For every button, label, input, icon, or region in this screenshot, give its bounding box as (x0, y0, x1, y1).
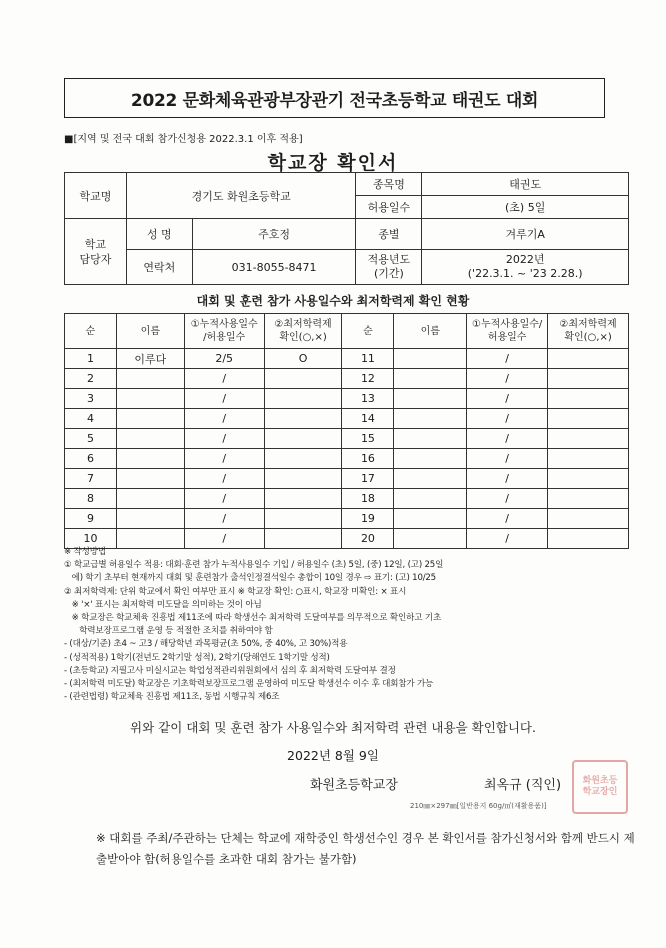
row-number: 3 (65, 389, 117, 409)
row-number: 2 (65, 369, 117, 389)
principal-name: 최옥규 (직인) (484, 778, 562, 793)
row-number: 12 (342, 369, 394, 389)
name-label: 성 명 (126, 219, 192, 250)
table-row (65, 349, 629, 369)
days-used: / (467, 489, 548, 509)
row-number: 6 (65, 449, 117, 469)
min-academic-check: O (264, 349, 342, 369)
days-used: / (467, 429, 548, 449)
days-used: 2/5 (184, 349, 264, 369)
table-row (65, 489, 629, 509)
table-row (65, 409, 629, 429)
min-academic-check (264, 369, 342, 389)
min-academic-check (264, 449, 342, 469)
days-used: / (467, 409, 548, 429)
student-name (116, 469, 184, 489)
days-used: / (467, 389, 548, 409)
student-name (394, 349, 467, 369)
instructions (64, 546, 634, 704)
column-header: ①누적사용일수 /허용일수 (184, 314, 264, 349)
school-label: 학교명 (65, 173, 127, 219)
days-used: / (184, 469, 264, 489)
instruction-line: 학력보장프로그램 운영 등 적절한 조치를 취하여야 함 (64, 626, 273, 637)
table-title: 대회 및 훈련 참가 사용일수와 최저학력제 확인 현황 (196, 294, 470, 308)
row-number: 14 (342, 409, 394, 429)
student-name (116, 449, 184, 469)
student-name (394, 469, 467, 489)
min-academic-check (548, 449, 629, 469)
student-name (394, 409, 467, 429)
confirmation-statement: 위와 같이 대회 및 훈련 참가 사용일수와 최저학력 관련 내용을 확인합니다. (130, 720, 536, 735)
min-academic-check (548, 409, 629, 429)
participation-table (64, 313, 629, 549)
min-academic-check (548, 509, 629, 529)
contact-label: 연락처 (126, 250, 192, 285)
official-seal (572, 760, 628, 814)
table-row (65, 509, 629, 529)
min-academic-check (264, 389, 342, 409)
days-used: / (467, 509, 548, 529)
applicability-note: ■[지역 및 전국 대회 참가신청용 2022.3.1 이후 적용] (64, 134, 303, 145)
student-name (116, 429, 184, 449)
student-name (394, 489, 467, 509)
instruction-line: ② 최저학력제: 단위 학교에서 확인 여부만 표시 ※ 학교장 확인: ○표시, 학교장 미확인: × 표시 (64, 586, 407, 597)
instruction-line: - (대상/기준) 초4 ~ 고3 / 해당학년 과목평균(초 50%, 중 40%, 고 30%)적용 (64, 639, 348, 650)
min-academic-check (264, 489, 342, 509)
contact-value: 031-8055-8471 (192, 250, 356, 285)
period-range: ('22.3.1. ~ '23 2.28.) (467, 267, 583, 280)
student-name (394, 429, 467, 449)
instruction-line: ※ '×' 표시는 최저학력 미도달을 의미하는 것이 아님 (64, 599, 262, 610)
school-value: 경기도 화원초등학교 (126, 173, 356, 219)
column-header: ②최저학력제 확인(○,×) (548, 314, 629, 349)
seal-text: 화원초등 학교장인 (582, 776, 618, 797)
days-used: / (184, 369, 264, 389)
column-header: 순 (342, 314, 394, 349)
days-used: / (467, 469, 548, 489)
days-used: / (467, 449, 548, 469)
table-row (65, 369, 629, 389)
student-name (394, 449, 467, 469)
instruction-line: - (성적적용) 1학기(전년도 2학기말 성적), 2학기(당해연도 1학기말 성적) (64, 652, 330, 663)
days-used: / (184, 509, 264, 529)
row-number: 7 (65, 469, 117, 489)
instruction-line: ① 학교급별 허용일수 적용: 대회·훈련 참가 누적사용일수 기입 / 허용일수 (초) 5일, (중) 12일, (고) 25일 (64, 560, 444, 571)
period-label: 적용년도 (기간) (356, 250, 422, 285)
min-academic-check (264, 509, 342, 529)
row-number: 9 (65, 509, 117, 529)
student-name (394, 389, 467, 409)
min-academic-check (548, 469, 629, 489)
instruction-line: 에) 학기 초부터 현재까지 대회 및 훈련참가 출석인정결석일수 총합이 10일 경우 ⇨ 표기: (고) 10/25 (64, 573, 436, 584)
student-name (116, 389, 184, 409)
student-name (394, 369, 467, 389)
student-name (116, 369, 184, 389)
column-header: 순 (65, 314, 117, 349)
days-used: / (184, 489, 264, 509)
row-number: 20 (342, 529, 394, 549)
period-year: 2022년 (505, 253, 545, 266)
row-number: 18 (342, 489, 394, 509)
min-academic-check (264, 409, 342, 429)
days-used: / (184, 449, 264, 469)
student-name (116, 409, 184, 429)
instruction-line: ※ 작성방법 (64, 547, 106, 557)
min-academic-check (548, 429, 629, 449)
student-name (116, 509, 184, 529)
min-academic-check (548, 369, 629, 389)
period-value (422, 250, 629, 285)
name-value: 주호정 (192, 219, 356, 250)
days-used: / (184, 389, 264, 409)
student-name: 이루다 (116, 349, 184, 369)
min-academic-check (548, 489, 629, 509)
bottom-note: ※ 대회를 주최/주관하는 단체는 학교에 재학중인 학생선수인 경우 본 확인서를 참가신청서와 함께 반드시 제출받아야 함(허용일수를 초과한 대회 참가는 불가함) (96, 831, 635, 866)
instruction-line: - (최저학력 미도달) 학교장은 기초학력보장프로그램 운영하여 미도달 학생선수 이수 후 대회참가 가능 (64, 679, 434, 690)
row-number: 1 (65, 349, 117, 369)
row-number: 13 (342, 389, 394, 409)
event-value: 태권도 (422, 173, 629, 196)
student-name (116, 489, 184, 509)
table-row (65, 389, 629, 409)
instruction-line: - (초등학교) 지필고사 미실시교는 학업성적관리위원회에서 심의 후 최저학력 도달여부 결정 (64, 665, 396, 676)
row-number: 5 (65, 429, 117, 449)
table-row (65, 469, 629, 489)
allowed-days-value: (초) 5일 (422, 196, 629, 219)
paper-spec: 210㎜×297㎜[일반용지 60g/㎡(재활용품)] (410, 802, 547, 810)
category-label: 종별 (356, 219, 422, 250)
days-used: / (184, 409, 264, 429)
row-number: 15 (342, 429, 394, 449)
min-academic-check (548, 349, 629, 369)
row-number: 17 (342, 469, 394, 489)
column-header: 이름 (394, 314, 467, 349)
event-title: 2022 문화체육관광부장관기 전국초등학교 태권도 대회 (64, 78, 605, 118)
event-label: 종목명 (356, 173, 422, 196)
instruction-line: ※ 학교장은 학교체육 진흥법 제11조에 따라 학생선수 최저학력 도달여부를 의무적으로 확인하고 기초 (64, 613, 442, 624)
days-used: / (184, 529, 264, 549)
school-info-table (64, 172, 629, 285)
column-header: 이름 (116, 314, 184, 349)
staff-label: 학교 담당자 (65, 219, 127, 285)
document-title: 학교장 확인서 (267, 152, 399, 174)
row-number: 4 (65, 409, 117, 429)
column-header: ②최저학력제 확인(○,×) (264, 314, 342, 349)
student-name (394, 509, 467, 529)
min-academic-check (264, 469, 342, 489)
confirmation-date: 2022년 8월 9일 (287, 748, 379, 763)
row-number: 10 (65, 529, 117, 549)
principal-title: 화원초등학교장 (310, 778, 398, 793)
row-number: 8 (65, 489, 117, 509)
days-used: / (467, 369, 548, 389)
days-used: / (184, 429, 264, 449)
instruction-line: - (관련법령) 학교체육 진흥법 제11조, 동법 시행규칙 제6조 (64, 692, 280, 703)
table-row (65, 449, 629, 469)
column-header: ①누적사용일수/ 허용일수 (467, 314, 548, 349)
row-number: 11 (342, 349, 394, 369)
table-row (65, 429, 629, 449)
allowed-days-label: 허용일수 (356, 196, 422, 219)
row-number: 16 (342, 449, 394, 469)
min-academic-check (548, 389, 629, 409)
row-number: 19 (342, 509, 394, 529)
min-academic-check (264, 429, 342, 449)
category-value: 겨루기A (422, 219, 629, 250)
days-used: / (467, 529, 548, 549)
days-used: / (467, 349, 548, 369)
